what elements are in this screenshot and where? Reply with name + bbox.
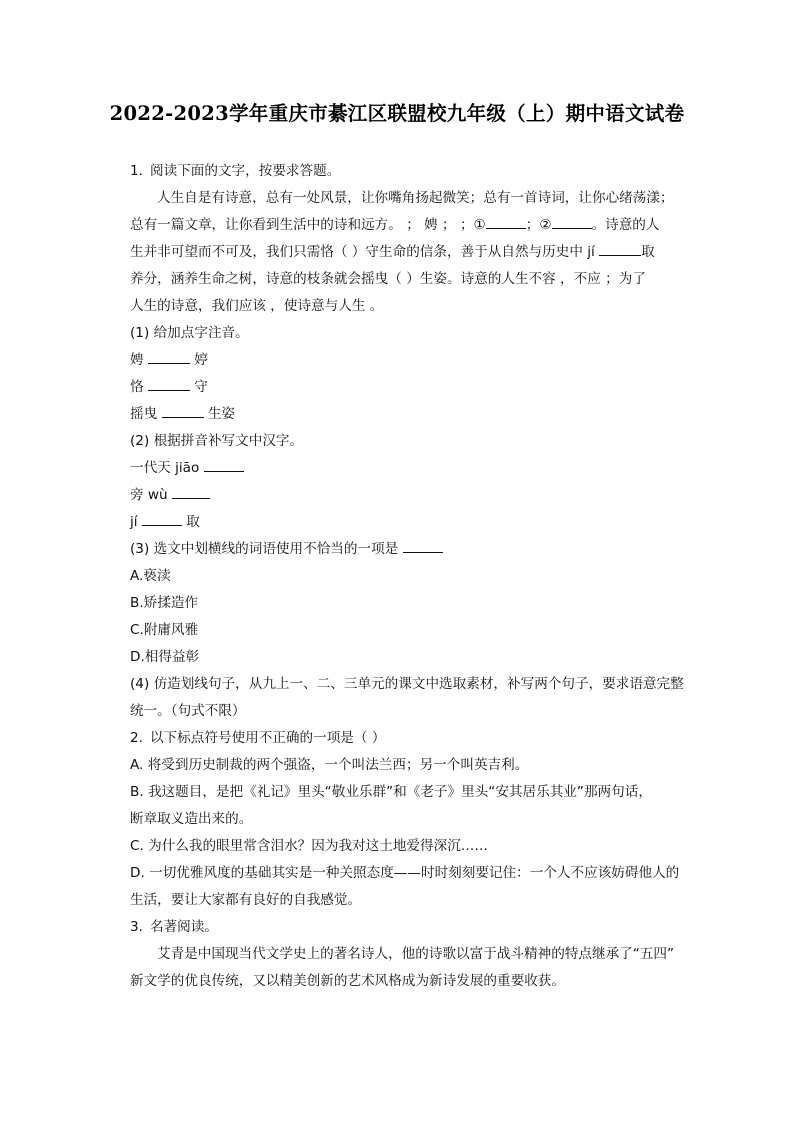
passage-line: 生并非可望而不可及，我们只需恪（ ）守生命的信条，善于从自然与历史中 jí 取 [130, 239, 695, 266]
answer-blank[interactable] [162, 403, 204, 418]
sub-question-3-title: (3) 选文中划横线的词语使用不恰当的一项是 [130, 536, 695, 563]
question-instruction: 阅读下面的文字，按要求答题。 [150, 163, 341, 179]
question-stem: 名著阅读。 [150, 919, 218, 935]
pinyin-item: 摇曳 生姿 [130, 401, 695, 428]
passage-line: 人生的诗意，我们应该 ，使诗意与人生 。 [130, 298, 384, 314]
question-2-header [130, 725, 695, 752]
option-a[interactable]: A.亵渎 [130, 568, 171, 584]
passage-line: 新文学的优良传统，又以精美创新的艺术风格成为新诗发展的重要收获。 [130, 973, 565, 989]
answer-blank[interactable] [142, 511, 182, 526]
option-d[interactable]: D. 一切优雅风度的基础其实是一种关照态度——时时刻刻要记住：一个人不应该妨碍他人的 [130, 865, 680, 881]
option-d-continued: 生活，要让大家都有良好的自我感觉。 [130, 892, 362, 908]
passage-line: 养分，涵养生命之树，诗意的枝条就会摇曳（ ）生姿。诗意的人生不容 ，不应 ；为了 [130, 271, 646, 287]
sub-question-4-line: (4) 仿造划线句子，从九上一、二、三单元的课文中选取素材，补写两个句子，要求语意完整 [130, 676, 684, 692]
answer-blank[interactable] [148, 376, 190, 391]
sub-question-2-title: (2) 根据拼音补写文中汉字。 [130, 433, 304, 449]
option-b[interactable]: B. 我这题目，是把《礼记》里头“敬业乐群”和《老子》里头“安其居乐其业”那两句话， [130, 784, 652, 800]
answer-blank[interactable] [552, 214, 592, 229]
question-number: 1. [130, 163, 143, 179]
option-b-continued: 断章取义造出来的。 [130, 811, 253, 827]
pinyin-item: 娉 婷 [130, 347, 695, 374]
answer-blank[interactable] [204, 457, 244, 472]
question-3-header [130, 914, 695, 941]
answer-blank[interactable] [486, 214, 526, 229]
answer-blank[interactable] [403, 538, 443, 553]
passage-line: 艾青是中国现当代文学史上的著名诗人，他的诗歌以富于战斗精神的特点继承了“五四” [157, 946, 675, 962]
option-b[interactable]: B.矫揉造作 [130, 595, 199, 611]
hanzi-item: 一代天 jiāo [130, 455, 695, 482]
answer-blank[interactable] [148, 349, 190, 364]
option-d[interactable]: D.相得益彰 [130, 649, 200, 665]
answer-blank[interactable] [172, 484, 210, 499]
answer-blank[interactable] [599, 241, 641, 256]
passage-line: 总有一篇文章，让你看到生活中的诗和远方。 ； 娉 ； ；① ；② 。诗意的人 [130, 212, 695, 239]
option-c[interactable]: C. 为什么我的眼里常含泪水？因为我对这土地爱得深沉…… [130, 838, 488, 854]
question-number: 3. [130, 919, 143, 935]
hanzi-item: jí 取 [130, 509, 695, 536]
question-stem: 以下标点符号使用不正确的一项是（ ） [150, 730, 386, 746]
sub-question-4-line: 统一。（句式不限） [130, 703, 246, 719]
sub-question-1-title: (1) 给加点字注音。 [130, 325, 249, 341]
page-title: 2022-2023学年重庆市綦江区联盟校九年级（上）期中语文试卷 [109, 102, 685, 125]
option-a[interactable]: A. 将受到历史制裁的两个强盗，一个叫法兰西；另一个叫英吉利。 [130, 757, 529, 773]
pinyin-item: 恪 守 [130, 374, 695, 401]
question-number: 2. [130, 730, 143, 746]
exam-content [130, 158, 695, 995]
hanzi-item: 旁 wù [130, 482, 695, 509]
option-c[interactable]: C.附庸风雅 [130, 622, 199, 638]
passage-line: 人生自是有诗意，总有一处风景，让你嘴角扬起微笑；总有一首诗词，让你心绪荡漾； [157, 190, 674, 206]
question-1-header [130, 158, 695, 185]
